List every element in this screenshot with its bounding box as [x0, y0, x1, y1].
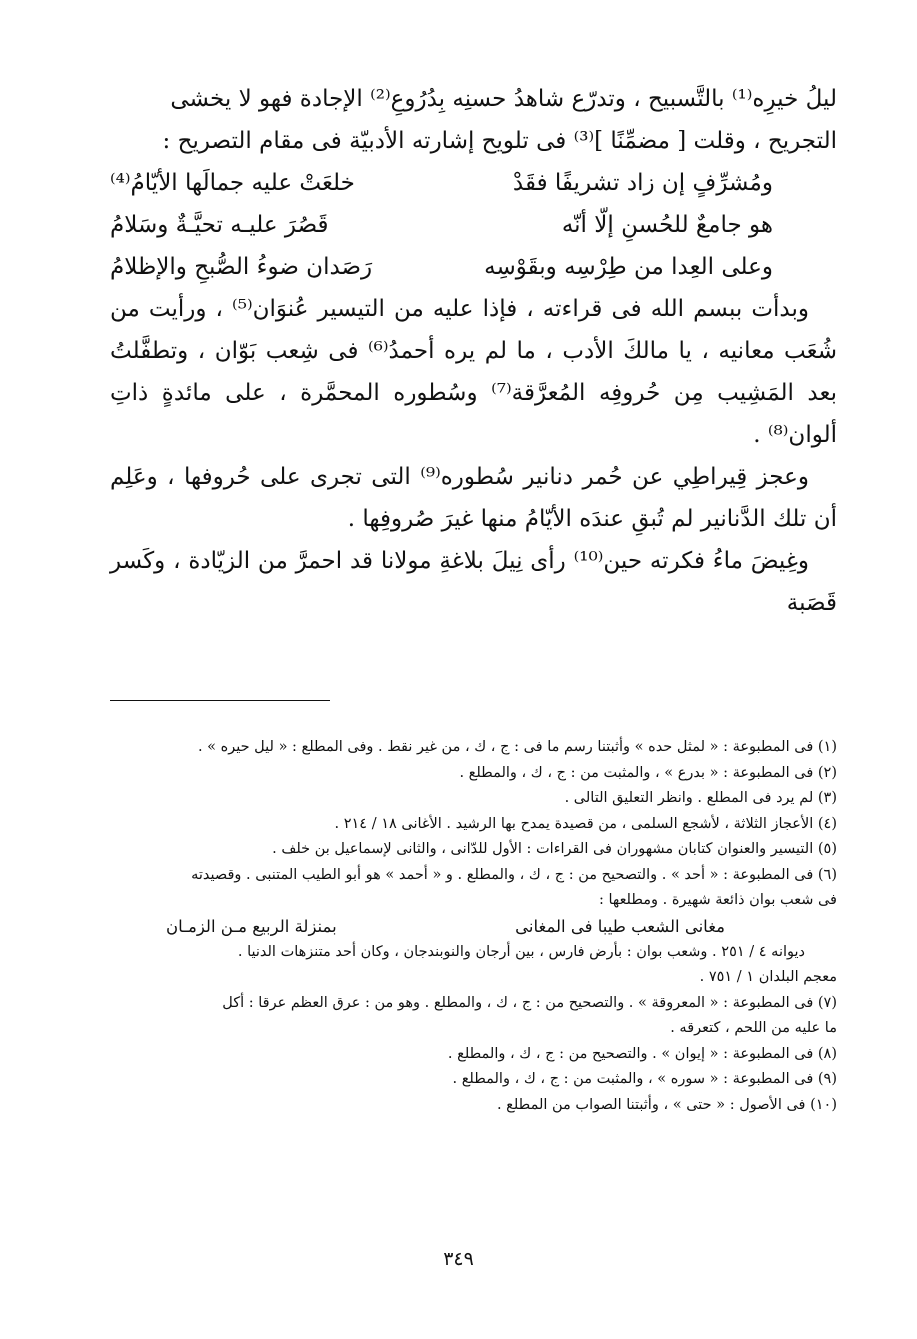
- footnote-6-source: ديوانه ٤ / ٢٥١ . وشعب بوان : بأرض فارس ، بين أرجان والنوبندجان ، وكان أحد متنزهات الدنيا .: [237, 943, 805, 960]
- paragraph-2: وبدأت ببسم الله فى قراءته ، فإذا عليه من التيسير عُنوَان⁽⁵⁾ ، ورأيت من شُعَب معانيه ، يا مالكَ الأدب ، ما لم يره أحمدُ⁽⁶⁾ فى شِعب بَوّان ، وتطفَّلتُ بعد المَشِيب مِن حُروفِه المُعرَّقة⁽⁷⁾ وسُطوره المحمَّرة ، على مائدةٍ ذاتِ ألوان⁽⁸⁾ .: [110, 296, 837, 448]
- footnote-6-verse: [110, 914, 837, 940]
- paragraph-1-line-1: ليلُ خيرِه⁽¹⁾ بالتَّسبيح ، وتدرّع شاهدُ حسنِه بِدُرُوعِ⁽²⁾ الإجادة فهو لا يخشى: [170, 86, 837, 112]
- verse-first-hemistich: هو جامعٌ للحُسنِ إلّا أنّه: [561, 212, 773, 238]
- footnote-6-continued: فى شعب بوان ذائعة شهيرة . ومطلعها :: [598, 892, 837, 908]
- footnotes: [110, 735, 837, 1118]
- page-number: ٣٤٩: [443, 1248, 474, 1270]
- verse-line: [110, 162, 837, 204]
- main-text: [110, 78, 837, 624]
- footnote-7: (٧) فى المطبوعة : « المعروقة » . والتصحيح من : ج ، ك ، والمطلع . وهو من : عرق العظم عرقا : أكل: [222, 994, 837, 1011]
- footnote-6-source-continued: معجم البلدان ١ / ٧٥١ .: [699, 969, 837, 985]
- footnote-verse-second-hemistich: بمنزلة الربيع مـن الزمـان: [166, 916, 337, 936]
- paragraph-1-line-2: التجريح ، وقلت [ مضمِّنًا ]⁽³⁾ فى تلويح إشارته الأدبيّة فى مقام التصريح :: [162, 128, 837, 154]
- footnote-3: (٣) لم يرد فى المطلع . وانظر التعليق التالى .: [564, 790, 837, 806]
- paragraph-3: وعجز قِيراطِي عن حُمر دنانير سُطوره⁽⁹⁾ التى تجرى على حُروفها ، وعَلِم أن تلك الدَّنانير لم تُبقِ عندَه الأيّامُ منها غيرَ صُروفِها .: [110, 464, 837, 532]
- footnote-9: (٩) فى المطبوعة : « سوره » ، والمثبت من : ج ، ك ، والمطلع .: [452, 1071, 837, 1087]
- footnote-divider: [110, 700, 330, 701]
- paragraph-4: وغِيضَ ماءُ فكرته حين⁽¹⁰⁾ رأى نِيلَ بلاغةِ مولانا قد احمرَّ من الزيّادة ، وكَسر قَصَبة: [110, 548, 837, 616]
- verse-second-hemistich: خلعَتْ عليه جمالَها الأيّامُ⁽⁴⁾: [110, 170, 355, 196]
- verse-second-hemistich: قَصُرَ عليـه تحيَّـةٌ وسَلامُ: [110, 212, 329, 238]
- footnote-8: (٨) فى المطبوعة : « إيوان » . والتصحيح من : ج ، ك ، والمطلع .: [447, 1045, 837, 1062]
- footnote-1: (١) فى المطبوعة : « لمثل حده » وأثبتنا رسم ما فى : ج ، ك ، من غير نقط . وفى المطلع : « ليل حيره » .: [197, 739, 837, 755]
- footnote-5: (٥) التيسير والعنوان كتابان مشهوران فى القراءات : الأول للدّانى ، والثانى لإسماعيل بن خلف .: [272, 841, 837, 857]
- footnote-6: (٦) فى المطبوعة : « أحد » . والتصحيح من : ج ، ك ، والمطلع . و « أحمد » هو أبو الطيب المتنبى . وقصيدته: [191, 866, 837, 883]
- footnote-2: (٢) فى المطبوعة : « بدرع » ، والمثبت من : ج ، ك ، والمطلع .: [459, 764, 837, 781]
- footnote-4: (٤) الأعجاز الثلاثة ، لأشجع السلمى ، من قصيدة يمدح بها الرشيد . الأغانى ١٨ / ٢١٤ .: [334, 815, 837, 832]
- verse-first-hemistich: ومُشرِّفٍ إن زاد تشريفًا فقَدْ: [512, 170, 773, 196]
- footnote-verse-first-hemistich: مغانى الشعب طيبا فى المغانى: [515, 916, 725, 936]
- footnote-7-continued: ما عليه من اللحم ، كتعرقه .: [670, 1020, 837, 1036]
- verse-line: [110, 246, 837, 288]
- verse-line: [110, 204, 837, 246]
- verse-second-hemistich: رَصَدان ضوءُ الصُّبحِ والإظلامُ: [110, 254, 373, 280]
- verse-first-hemistich: وعلى العِدا من طِرْسِه وبقَوْسِه: [484, 254, 773, 280]
- footnote-10: (١٠) فى الأصول : « حتى » ، وأثبتنا الصواب من المطلع .: [496, 1096, 837, 1113]
